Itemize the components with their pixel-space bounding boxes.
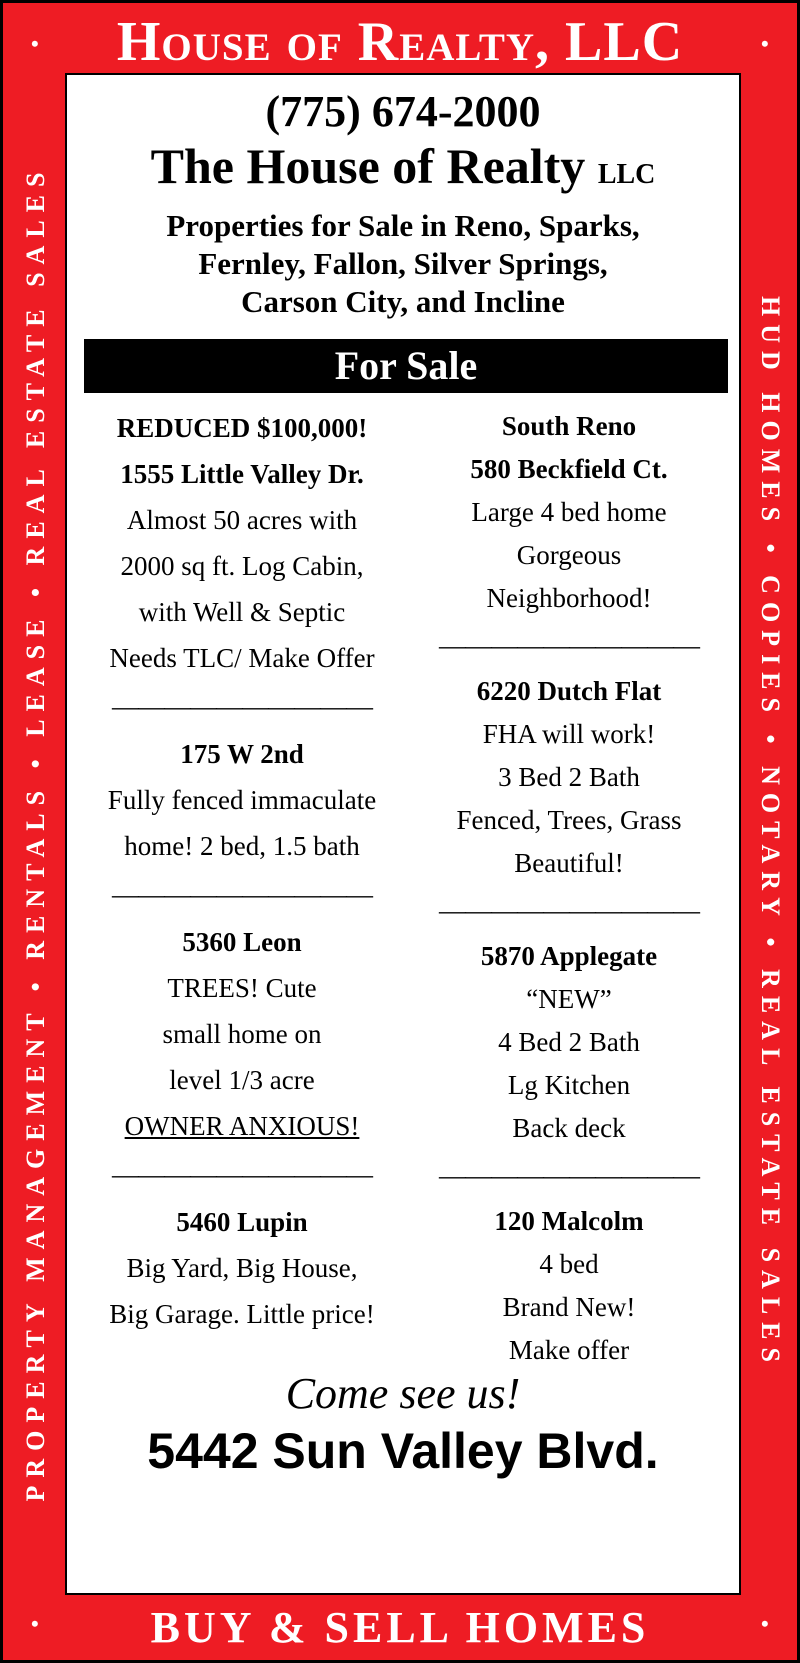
listing-separator: —————————— — [112, 691, 372, 721]
listing-detail: Almost 50 acres with — [126, 505, 358, 535]
listing-detail: Fully fenced immaculate — [107, 785, 377, 815]
listing-detail: Large 4 bed home — [471, 497, 667, 527]
banner-dot: • — [761, 1611, 769, 1636]
service-areas-line: Fernley, Fallon, Silver Springs, — [198, 246, 608, 281]
listing — [77, 919, 407, 1149]
for-sale-heading: For Sale — [84, 339, 728, 393]
listing — [407, 935, 731, 1150]
bottom-banner-title: BUY & SELL HOMES — [150, 1603, 650, 1652]
banner-dot: • — [31, 1611, 39, 1636]
listing-detail: “NEW” — [526, 984, 612, 1014]
listing-detail: OWNER ANXIOUS! — [124, 1111, 360, 1141]
listing-title: REDUCED $100,000! — [116, 413, 368, 443]
listing-detail: 4 Bed 2 Bath — [498, 1027, 640, 1057]
banner-dot: • — [31, 31, 39, 56]
listing-detail: Beautiful! — [514, 848, 624, 878]
company-name-text: The House of Realty — [150, 138, 586, 194]
left-side-services: PROPERTY MANAGEMENT • RENTALS • LEASE • REAL ESTATE SALES — [21, 164, 50, 1502]
listing-detail: Gorgeous — [516, 540, 622, 570]
service-areas-line: Properties for Sale in Reno, Sparks, — [166, 208, 640, 243]
listing-detail: 3 Bed 2 Bath — [498, 762, 640, 792]
listing-detail: level 1/3 acre — [169, 1065, 315, 1095]
listing-separator: —————————— — [112, 1159, 372, 1189]
top-banner-title: House of Realty, LLC — [116, 11, 684, 73]
listing-separator: —————————— — [439, 630, 699, 660]
listing-title: 175 W 2nd — [180, 739, 304, 769]
company-suffix: LLC — [597, 159, 656, 190]
listing-title: 5360 Leon — [182, 927, 302, 957]
listing-title: South Reno — [501, 411, 637, 441]
listings-column-right — [407, 405, 731, 1372]
listing-detail: Back deck — [512, 1113, 626, 1143]
listing — [77, 1199, 407, 1337]
listing-title: 580 Beckfield Ct. — [470, 454, 668, 484]
listing-detail: home! 2 bed, 1.5 bath — [124, 831, 360, 861]
listing-title: 120 Malcolm — [494, 1206, 644, 1236]
listing-title: 5460 Lupin — [176, 1207, 308, 1237]
call-to-action: Come see us! — [285, 1369, 521, 1418]
service-areas — [67, 207, 739, 321]
listing-detail: Neighborhood! — [486, 583, 652, 613]
listing — [77, 731, 407, 869]
phone-number: (775) 674-2000 — [265, 87, 541, 136]
listing-detail: Needs TLC/ Make Offer — [109, 643, 375, 673]
listing — [407, 405, 731, 620]
listing-detail: FHA will work! — [482, 719, 656, 749]
listing-title: 1555 Little Valley Dr. — [120, 459, 364, 489]
listing-detail: 2000 sq ft. Log Cabin, — [120, 551, 364, 581]
company-name — [67, 137, 739, 204]
listing-detail: small home on — [162, 1019, 322, 1049]
right-side-services: HUD HOMES • COPIES • NOTARY • REAL ESTATE SALES — [756, 296, 785, 1370]
listing-title: 5870 Applegate — [480, 941, 658, 971]
listing — [407, 670, 731, 885]
listing-detail: with Well & Septic — [138, 597, 346, 627]
listing-detail: Brand New! — [502, 1292, 636, 1322]
listing — [407, 1200, 731, 1372]
listing-separator: —————————— — [112, 879, 372, 909]
listing-detail: Big Yard, Big House, — [126, 1253, 358, 1283]
listing-detail: 4 bed — [539, 1249, 599, 1279]
listing-title: 6220 Dutch Flat — [476, 676, 662, 706]
listing-separator: —————————— — [439, 1160, 699, 1190]
listing-separator: —————————— — [439, 895, 699, 925]
listing-detail: Fenced, Trees, Grass — [456, 805, 682, 835]
office-address: 5442 Sun Valley Blvd. — [147, 1423, 659, 1479]
listing-detail: Big Garage. Little price! — [109, 1299, 375, 1329]
service-areas-line: Carson City, and Incline — [241, 284, 565, 319]
listings-panel — [65, 73, 741, 1595]
listing-detail: Make offer — [508, 1335, 630, 1365]
listing-detail: Lg Kitchen — [507, 1070, 631, 1100]
listings-column-left — [77, 405, 407, 1337]
listing — [77, 405, 407, 681]
listing-detail: TREES! Cute — [167, 973, 317, 1003]
banner-dot: • — [761, 31, 769, 56]
